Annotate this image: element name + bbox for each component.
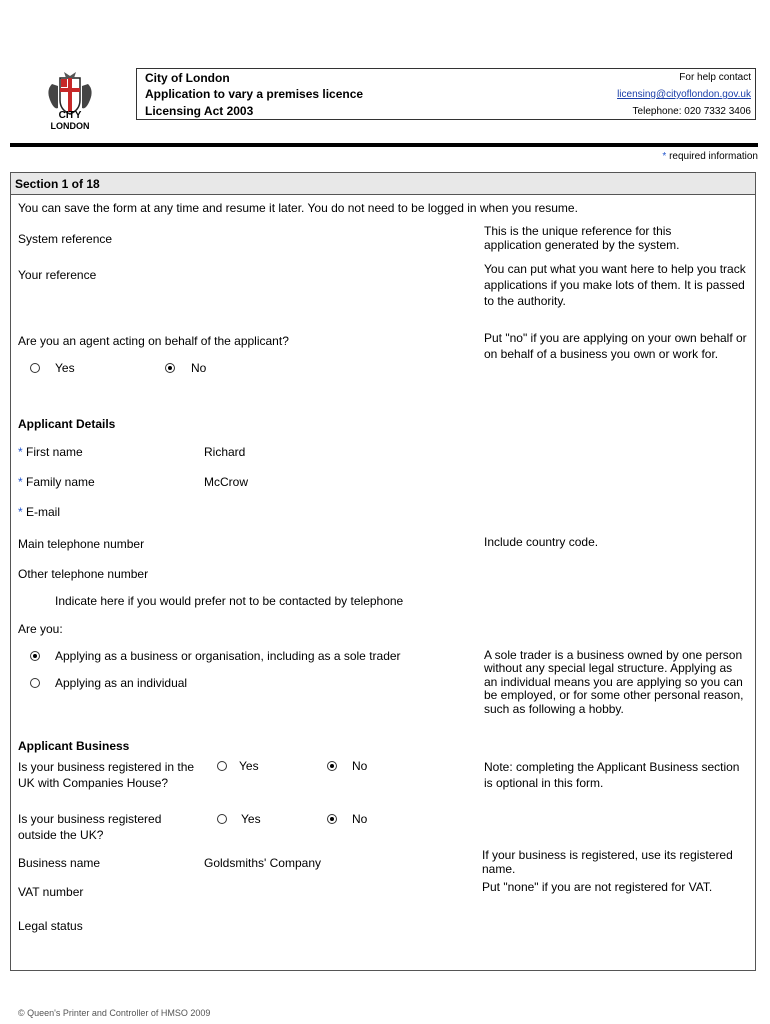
section-title-bar: Section 1 of 18 bbox=[11, 173, 755, 195]
required-star: * bbox=[662, 151, 667, 162]
agent-help: Put "no" if you are applying on your own behalf or on behalf of a business you own or work for. bbox=[484, 331, 747, 361]
email-label: E-mail bbox=[26, 505, 61, 519]
header-divider bbox=[10, 143, 758, 147]
section-intro: You can save the form at any time and resume it later. You do not need to be logged in when you resume. bbox=[18, 201, 578, 215]
sole-trader-help: A sole trader is a business owned by one person without any special legal structure. Applying as an individual means you are applying so you can be employed, or for some other personal reason, such as following a hobby. bbox=[484, 648, 744, 716]
legal-status-label: Legal status bbox=[18, 919, 83, 933]
required-star: * bbox=[18, 475, 23, 489]
logo-text-london: LONDON bbox=[50, 121, 90, 131]
system-reference-label: System reference bbox=[18, 232, 113, 246]
business-section-note: Note: completing the Applicant Business section is optional in this form. bbox=[484, 760, 740, 790]
are-you-label: Are you: bbox=[18, 622, 63, 636]
your-reference-label: Your reference bbox=[18, 268, 97, 282]
other-telephone-label: Other telephone number bbox=[18, 567, 149, 581]
business-name-value[interactable]: Goldsmiths' Company bbox=[204, 856, 321, 870]
required-star: * bbox=[18, 445, 23, 459]
email-row bbox=[18, 505, 60, 519]
help-contact-label: For help contact bbox=[679, 72, 751, 83]
registered-outside-no-label: No bbox=[352, 812, 368, 826]
help-telephone: Telephone: 020 7332 3406 bbox=[632, 106, 751, 117]
first-name-value[interactable]: Richard bbox=[204, 445, 246, 459]
required-info-label: required information bbox=[669, 151, 758, 162]
applicant-business-heading: Applicant Business bbox=[18, 739, 130, 753]
registered-uk-no-label: No bbox=[352, 759, 368, 773]
registered-outside-yes-label: Yes bbox=[241, 812, 261, 826]
first-name-label: First name bbox=[26, 445, 83, 459]
required-star: * bbox=[18, 505, 23, 519]
applicant-details-heading: Applicant Details bbox=[18, 417, 116, 431]
vat-number-label: VAT number bbox=[18, 885, 84, 899]
org-name: City of London bbox=[145, 71, 230, 85]
your-reference-help: You can put what you want here to help you track applications if you make lots of them. It is passed to the authority. bbox=[484, 262, 746, 308]
agent-yes-label: Yes bbox=[55, 361, 75, 375]
form-title: Application to vary a premises licence bbox=[145, 87, 364, 101]
first-name-row bbox=[18, 445, 83, 459]
registered-uk-yes-label: Yes bbox=[239, 759, 259, 773]
business-name-help: If your business is registered, use its registered name. bbox=[482, 848, 733, 876]
system-reference-help: This is the unique reference for this application generated by the system. bbox=[484, 224, 680, 252]
business-option-label: Applying as a business or organisation, including as a sole trader bbox=[55, 649, 401, 663]
registered-outside-no-radio[interactable] bbox=[327, 814, 337, 824]
agent-question: Are you an agent acting on behalf of the applicant? bbox=[18, 334, 289, 348]
registered-uk-yes-radio[interactable] bbox=[217, 761, 227, 771]
family-name-value[interactable]: McCrow bbox=[204, 475, 248, 489]
individual-option-label: Applying as an individual bbox=[55, 676, 188, 690]
header-box bbox=[136, 68, 756, 120]
footer-copyright: © Queen's Printer and Controller of HMSO 2009 bbox=[18, 1008, 211, 1018]
business-name-label: Business name bbox=[18, 856, 101, 870]
family-name-row bbox=[18, 475, 95, 489]
no-telephone-preference[interactable]: Indicate here if you would prefer not to be contacted by telephone bbox=[55, 594, 404, 608]
agent-no-label: No bbox=[191, 361, 207, 375]
city-of-london-crest bbox=[42, 70, 98, 134]
logo-text-city: CITY bbox=[58, 110, 82, 121]
individual-option-radio[interactable] bbox=[30, 678, 40, 688]
main-telephone-label: Main telephone number bbox=[18, 537, 145, 551]
registered-outside-yes-radio[interactable] bbox=[217, 814, 227, 824]
agent-yes-radio[interactable] bbox=[30, 363, 40, 373]
required-info-note bbox=[662, 151, 758, 162]
help-email-link[interactable]: licensing@cityoflondon.gov.uk bbox=[617, 89, 751, 100]
registered-outside-label: Is your business registered outside the UK? bbox=[18, 812, 162, 842]
family-name-label: Family name bbox=[26, 475, 95, 489]
registered-uk-label: Is your business registered in the UK with Companies House? bbox=[18, 760, 195, 790]
business-option-radio[interactable] bbox=[30, 651, 40, 661]
licensing-act: Licensing Act 2003 bbox=[145, 104, 254, 118]
main-telephone-help: Include country code. bbox=[484, 535, 599, 549]
agent-no-radio[interactable] bbox=[165, 363, 175, 373]
registered-uk-no-radio[interactable] bbox=[327, 761, 337, 771]
vat-number-help: Put "none" if you are not registered for VAT. bbox=[482, 880, 713, 894]
